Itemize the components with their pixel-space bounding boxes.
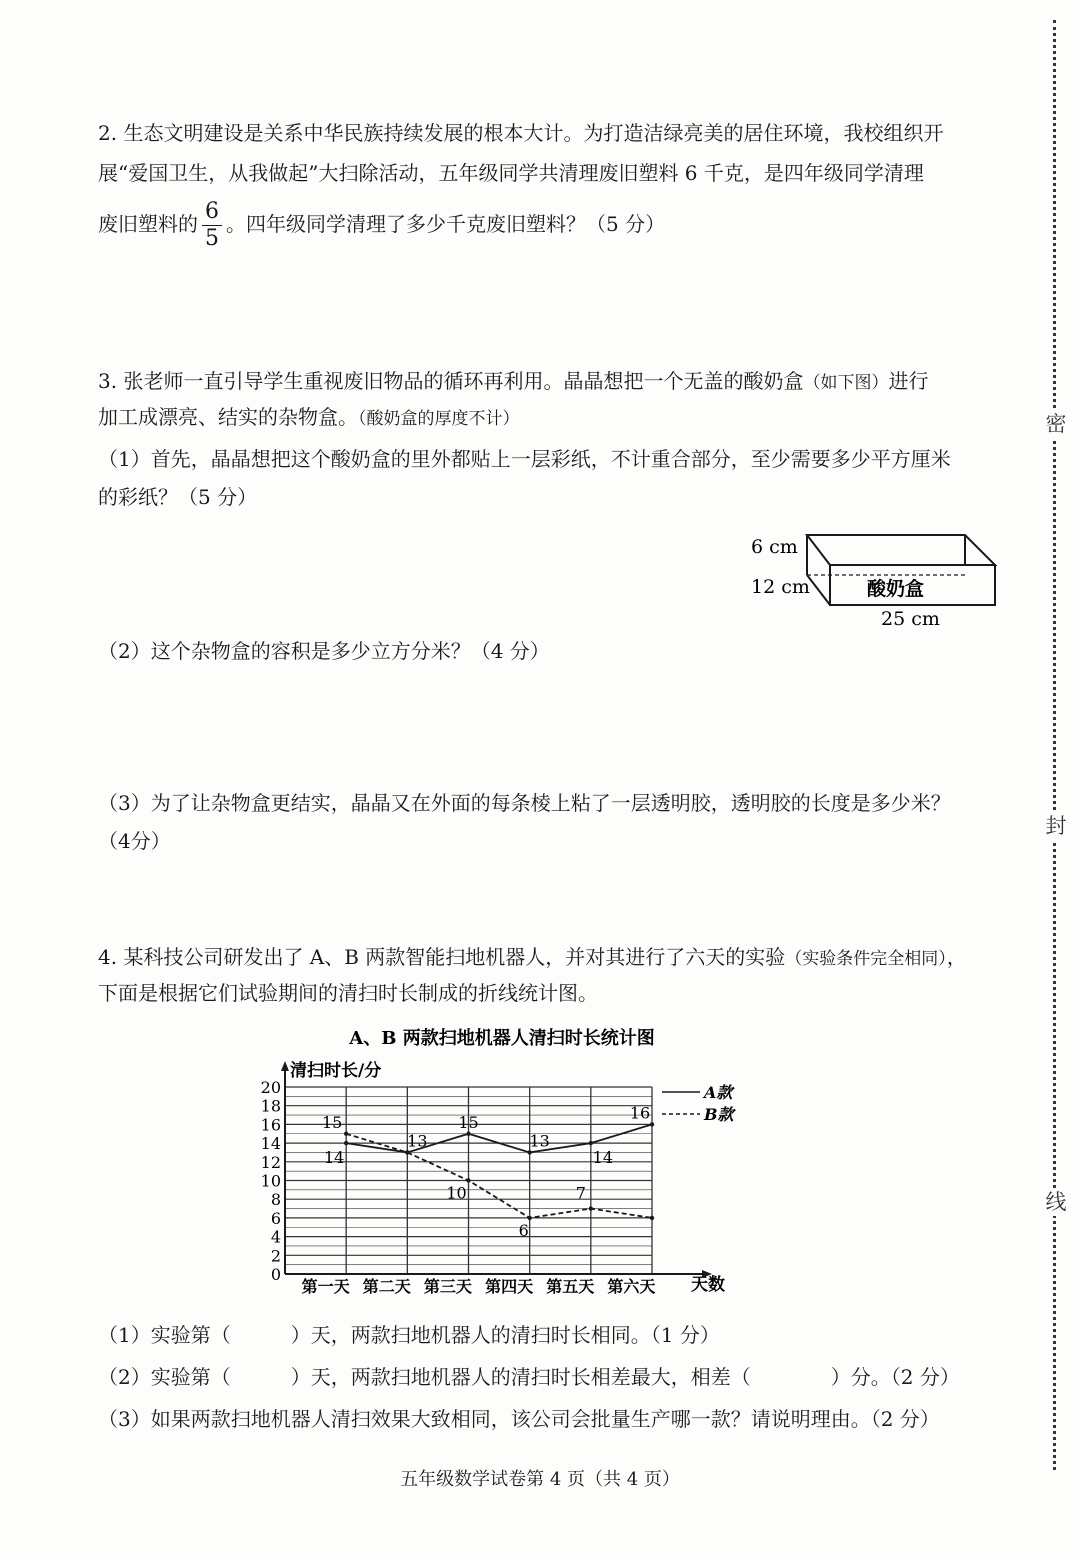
chart-y-axis-arrow (281, 1061, 289, 1071)
chart-y-tick-label: 16 (260, 1115, 281, 1135)
chart-point-a (589, 1141, 593, 1145)
chart-x-tick-label: 第六天 (607, 1277, 656, 1296)
box-bottom-left-edge (807, 575, 830, 605)
chart-y-tick-label: 6 (270, 1208, 281, 1228)
chart-data-label-a: 15 (458, 1112, 479, 1132)
q3-sub1-line-2: 的彩纸？（5 分） (98, 485, 258, 509)
q2-line-3 (98, 200, 990, 251)
q3-sub3-line-2: （4分） (98, 829, 171, 853)
q4-line-1-pre: 4. 某科技公司研发出了 A、B 两款智能扫地机器人，并对其进行了六天的实验 (98, 945, 786, 969)
chart-x-ticks (302, 1277, 656, 1296)
q2-line-3-pre: 废旧塑料的 (98, 212, 198, 236)
q3-sub1-line-1: （1）首先，晶晶想把这个酸奶盒的里外都贴上一层彩纸，不计重合部分，至少需要多少平方厘米 (98, 447, 951, 471)
chart-x-tick-label: 第一天 (301, 1277, 350, 1296)
q2-line-2: 展“爱国卫生，从我做起”大扫除活动，五年级同学共清理废旧塑料 6 千克，是四年级同学清理 (98, 161, 924, 185)
q4-sub3: （3）如果两款扫地机器人清扫效果大致相同，该公司会批量生产哪一款？请说明理由。（2 分） (98, 1407, 940, 1431)
q2-line-3-post: 。四年级同学清理了多少千克废旧塑料？（5 分） (226, 212, 666, 236)
chart-x-tick-label: 第四天 (485, 1277, 534, 1296)
q4-line-2: 下面是根据它们试验期间的清扫时长制成的折线统计图。 (98, 981, 598, 1005)
chart-y-tick-label: 10 (260, 1171, 281, 1191)
chart-y-axis-label: 清扫时长/分 (290, 1061, 382, 1081)
chart-y-tick-label: 20 (260, 1078, 281, 1097)
q3-line-2-pre: 加工成漂亮、结实的杂物盒。 (98, 405, 358, 429)
box-width-label: 12 cm (751, 576, 810, 598)
q2-fraction-denominator: 5 (205, 226, 219, 251)
yogurt-box-figure (745, 525, 1005, 635)
binding-dotted-line (1053, 20, 1056, 1470)
chart-point-b (405, 1150, 409, 1154)
box-length-label: 25 cm (881, 608, 940, 630)
box-name-label: 酸奶盒 (867, 578, 925, 600)
line-chart (240, 1020, 760, 1310)
chart-point-a (527, 1150, 531, 1154)
chart-x-tick-label: 第三天 (423, 1277, 472, 1296)
q4-sub2-pre: （2）实验第（ (98, 1365, 231, 1389)
q4-sub2-post: ）分。（2 分） (830, 1365, 960, 1389)
q2-line-1: 2. 生态文明建设是关系中华民族持续发展的根本大计。为打造洁绿亮美的居住环境，我校组织开 (98, 121, 944, 145)
q3-sub2: （2）这个杂物盒的容积是多少立方分米？（4 分） (98, 639, 550, 663)
q3-line-1 (98, 366, 990, 398)
chart-x-tick-label: 第二天 (362, 1277, 411, 1296)
box-top-face (807, 535, 995, 565)
chart-point-a (650, 1122, 654, 1126)
chart-legend-label-a: A款 (704, 1083, 733, 1102)
chart-data-label-a: 14 (592, 1148, 614, 1168)
chart-data-label-a: 13 (529, 1131, 550, 1151)
q4-line-1 (98, 942, 990, 974)
q4-line-1-post: ， (946, 945, 967, 969)
chart-data-label-a: 13 (407, 1131, 428, 1151)
chart-y-tick-label: 18 (260, 1096, 281, 1116)
q4-sub1-pre: （1）实验第（ (98, 1323, 231, 1347)
chart-data-label-a: 14 (323, 1148, 345, 1168)
chart-data-label-b: 6 (518, 1220, 529, 1240)
q4-line-1-note: （实验条件完全相同） (785, 949, 947, 969)
q4-sub1-post: ）天，两款扫地机器人的清扫时长相同。（1 分） (290, 1323, 720, 1347)
chart-point-a (344, 1141, 348, 1145)
chart-data-label-b: 15 (321, 1112, 343, 1132)
binding-char-mi: 密 (1043, 410, 1069, 438)
chart-series-line-b (346, 1134, 652, 1218)
chart-data-label-b: 10 (446, 1183, 467, 1203)
q3-line-2-note: （酸奶盒的厚度不计） (358, 409, 520, 429)
box-height-label: 6 cm (751, 536, 798, 558)
chart-y-tick-label: 8 (270, 1190, 281, 1210)
page-footer: 五年级数学试卷第 4 页（共 4 页） (400, 1469, 680, 1490)
q3-sub3-line-1: （3）为了让杂物盒更结实，晶晶又在外面的每条棱上粘了一层透明胶，透明胶的长度是多少米？ (98, 791, 951, 815)
chart-y-tick-label: 14 (260, 1134, 281, 1154)
chart-data-label-b: 7 (575, 1183, 586, 1203)
q2-fraction (202, 200, 222, 251)
chart-y-tick-label: 12 (260, 1152, 281, 1172)
chart-point-a (466, 1132, 470, 1136)
q3-line-1-note: （如下图） (803, 373, 889, 393)
chart-y-tick-label: 4 (270, 1227, 281, 1247)
q4-sub1 (98, 1320, 990, 1350)
chart-data-label-a: 16 (629, 1103, 651, 1123)
binding-char-xian: 线 (1043, 1188, 1069, 1216)
chart-y-tick-label: 0 (270, 1265, 281, 1284)
chart-y-ticks (261, 1078, 281, 1284)
q3-line-1-post: 进行 (888, 369, 929, 393)
chart-point-b (527, 1216, 531, 1220)
chart-point-b (650, 1216, 654, 1220)
chart-x-axis-label: 天数 (691, 1275, 725, 1295)
q4-sub2 (98, 1362, 990, 1392)
chart-point-b (344, 1132, 348, 1136)
chart-point-b (466, 1178, 470, 1182)
chart-x-tick-label: 第五天 (546, 1277, 595, 1296)
q4-sub2-mid: ）天，两款扫地机器人的清扫时长相差最大，相差（ (290, 1365, 751, 1389)
q2-fraction-numerator: 6 (202, 200, 222, 226)
chart-title: A、B 两款扫地机器人清扫时长统计图 (349, 1028, 655, 1049)
q3-line-1-pre: 3. 张老师一直引导学生重视废旧物品的循环再利用。晶晶想把一个无盖的酸奶盒 (98, 369, 804, 393)
chart-y-tick-label: 2 (270, 1246, 281, 1266)
q3-line-2 (98, 402, 990, 434)
binding-char-feng: 封 (1043, 812, 1069, 840)
chart-legend-label-b: B款 (704, 1105, 734, 1124)
chart-point-b (589, 1206, 593, 1210)
chart-legend (662, 1083, 737, 1124)
